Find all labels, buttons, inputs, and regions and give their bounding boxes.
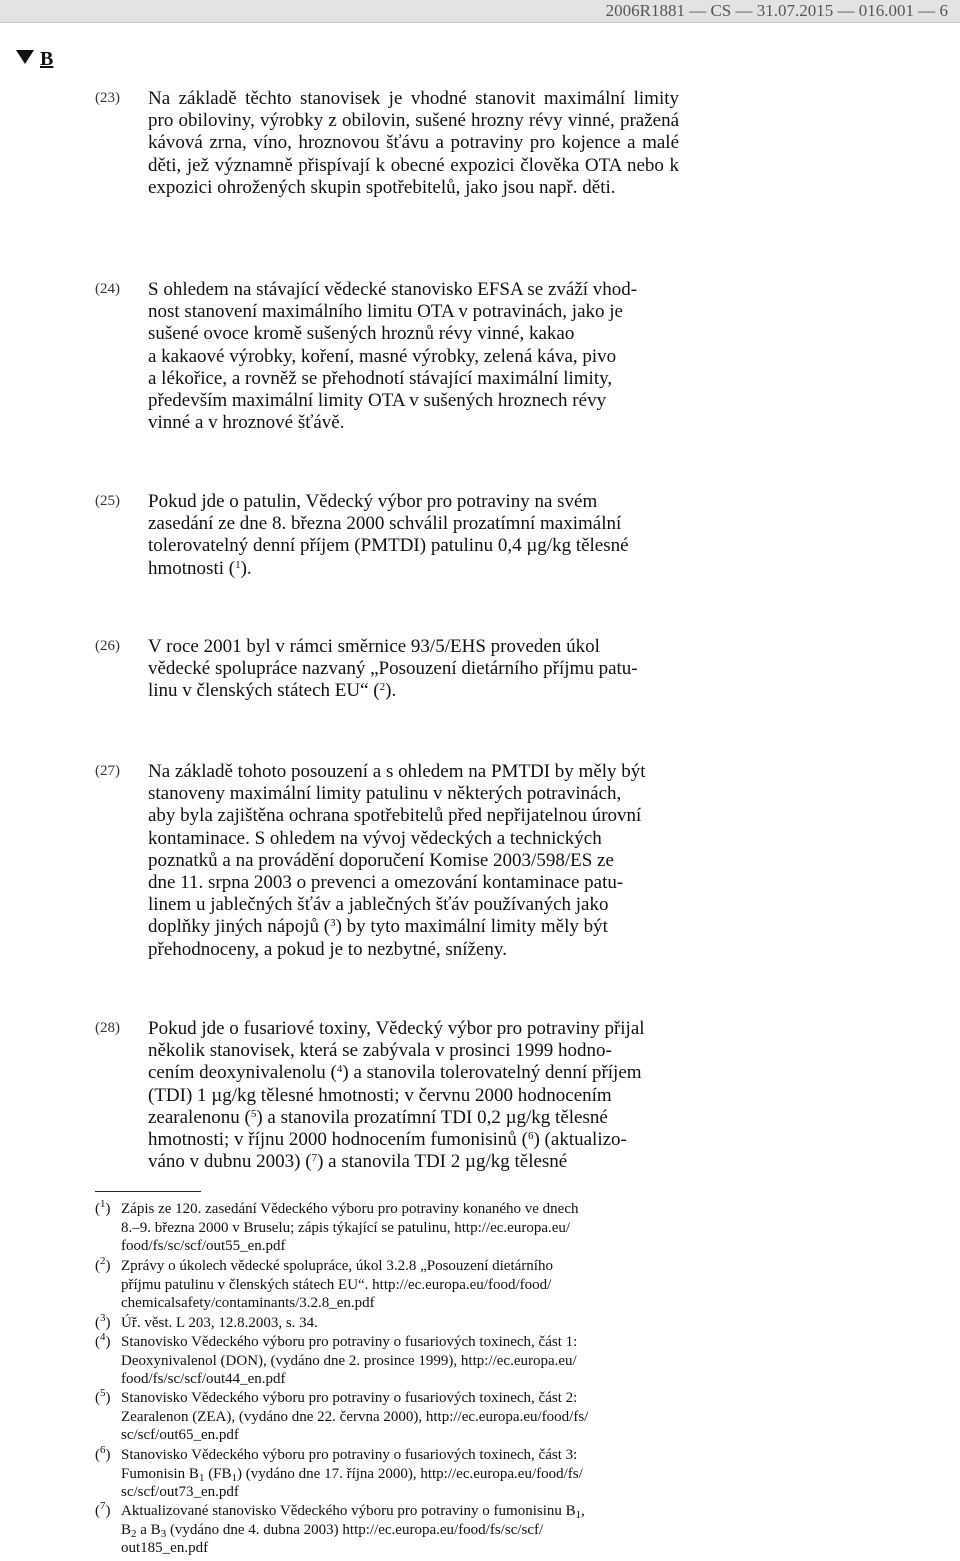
document-header: [0, 0, 960, 23]
triangle-down-icon: [16, 50, 34, 64]
amendment-marker: [16, 48, 53, 71]
footnote-ref: 1: [235, 558, 241, 571]
footnote-text: Aktualizované stanovisko Vědeckého výboru pro potraviny o fumonisinu $B_1$, $B_2$ a $B_3$ (vydáno dne 4. dubna 2003) http://ec.europa.eu/food/fs/sc/scf/ out185_en.pdf: [121, 1503, 585, 1557]
recital-text: Na základě těchto stanovisek je vhodné stanovit maximální limity pro obiloviny, výrobky z obilovin, sušené hrozny révy vinné, pražená kávová zrna, víno, hroznovou šťávu a potraviny pro kojence a malé děti, jež významně přispívají k obecné expozici člověka OTA nebo k expozici ohrožených skupin spotřebitelů, jako jsou např. děti.: [148, 88, 680, 198]
marker-label: B: [40, 48, 54, 70]
footnote-text: Úř. věst. L 203, 12.8.2003, s. 34.: [121, 1315, 318, 1331]
recital-number: (23): [95, 90, 120, 106]
footnote-number: ($^6$): [95, 1444, 111, 1463]
document-reference: 2006R1881 — CS — 31.07.2015 — 016.001 — 6: [605, 1, 948, 20]
footnote-ref: 6: [527, 1130, 534, 1143]
footnote-ref: 4: [336, 1063, 343, 1076]
footnote-text: Stanovisko Vědeckého výboru pro potraviny o fusariových toxinech, část 1: Deoxynivalenol (DON), (vydáno dne 2. prosince 1999), http://ec.europa.eu/ food/fs/sc/scf/out44_en.pdf: [121, 1334, 578, 1388]
footnote-separator: [95, 1191, 201, 1192]
footnote-number: ($^7$): [95, 1500, 111, 1519]
recital-text: Pokud jde o fusariové toxiny, Vědecký výbor pro potraviny přijal několik stanovisek, která se zabývala v prosinci 1999 hodno- cením deoxynivalenolu ($^4$) a stanovila tolerovatelný denní příjem (TDI) 1 µg/kg tělesné hmotnosti; v červnu 2000 hodnocením zearalenonu ($^5$) a stanovila prozatímní TDI 0,2 µg/kg tělesné hmotnosti; v říjnu 2000 hodnocením fumonisinů ($^6$) (aktualizo- váno v dubnu 2003) ($^7$) a stanovila TDI 2 µg/kg tělesné: [148, 1018, 645, 1173]
footnote-number: ($^2$): [95, 1255, 111, 1274]
recital-number: (25): [95, 493, 120, 509]
recital-text: V roce 2001 byl v rámci směrnice 93/5/EHS proveden úkol vědecké spolupráce nazvaný „Posouzení dietárního příjmu patu- linu v členských státech EU“ ($^2$).: [148, 636, 638, 702]
recital-number: (24): [95, 281, 120, 297]
footnote-text: Zápis ze 120. zasedání Vědeckého výboru pro potraviny konaného ve dnech 8.–9. března 2000 v Bruselu; zápis týkající se patulinu, http://ec.europa.eu/ food/fs/sc/scf/out55_en.pdf: [121, 1201, 579, 1255]
recital-text: S ohledem na stávající vědecké stanovisko EFSA se zváží vhod- nost stanovení maximálního limitu OTA v potravinách, jako je sušené ovoce kromě sušených hroznů révy vinné, kakao a kakaové výrobky, koření, masné výrobky, zelená káva, pivo a lékořice, a rovněž se přehodnotí stávající maximální limity, především maximální limity OTA v sušených hroznech révy vinné a v hroznové šťávě.: [148, 279, 638, 434]
recital-number: (28): [95, 1020, 120, 1036]
footnote-text: Zprávy o úkolech vědecké spolupráce, úkol 3.2.8 „Posouzení dietárního příjmu patulinu v členských státech EU“. http://ec.europa.eu/food/food/ chemicalsafety/contaminants/3.2.8_en.pdf: [121, 1258, 553, 1312]
footnote-text: Stanovisko Vědeckého výboru pro potraviny o fusariových toxinech, část 2: Zearalenon (ZEA), (vydáno dne 22. června 2000), http://ec.europa.eu/food/fs/ sc/scf/out65_en.pdf: [121, 1390, 589, 1444]
footnote-number: ($^3$): [95, 1312, 111, 1331]
recital-number: (26): [95, 638, 120, 654]
footnote-ref: 3: [330, 917, 336, 930]
footnote-ref: 5: [250, 1107, 257, 1120]
recital-text: Na základě tohoto posouzení a s ohledem na PMTDI by měly být stanoveny maximální limity patulinu v některých potravinách, aby byla zajištěna ochrana spotřebitelů před nepřijatelnou úrovní kontaminace. S ohledem na vývoj vědeckých a technických poznatků a na provádění doporučení Komise 2003/598/ES ze dne 11. srpna 2003 o prevenci a omezování kontaminace patu- linem u jablečných šťáv a jablečných šťáv používaných jako doplňky jiných nápojů ($^3$) by tyto maximální limity měly být přehodnoceny, a pokud je to nezbytné, sníženy.: [148, 761, 646, 960]
recital-text: Pokud jde o patulin, Vědecký výbor pro potraviny na svém zasedání ze dne 8. března 2000 schválil prozatímní maximální tolerovatelný denní příjem (PMTDI) patulinu 0,4 µg/kg tělesné hmotnosti ($^1$).: [148, 491, 629, 579]
footnote-number: ($^4$): [95, 1331, 111, 1350]
footnote-text: Stanovisko Vědeckého výboru pro potraviny o fusariových toxinech, část 3: Fumonisin $B_1$ $(FB_1)$ (vydáno dne 17. října 2000), http://ec.europa.eu/food/fs/ sc/scf/out73_en.pdf: [121, 1447, 583, 1501]
footnote-number: ($^5$): [95, 1387, 111, 1406]
recital-number: (27): [95, 763, 120, 779]
footnote-number: ($^1$): [95, 1198, 111, 1217]
footnote-ref: 2: [379, 681, 386, 694]
footnote-ref: 7: [311, 1152, 318, 1165]
